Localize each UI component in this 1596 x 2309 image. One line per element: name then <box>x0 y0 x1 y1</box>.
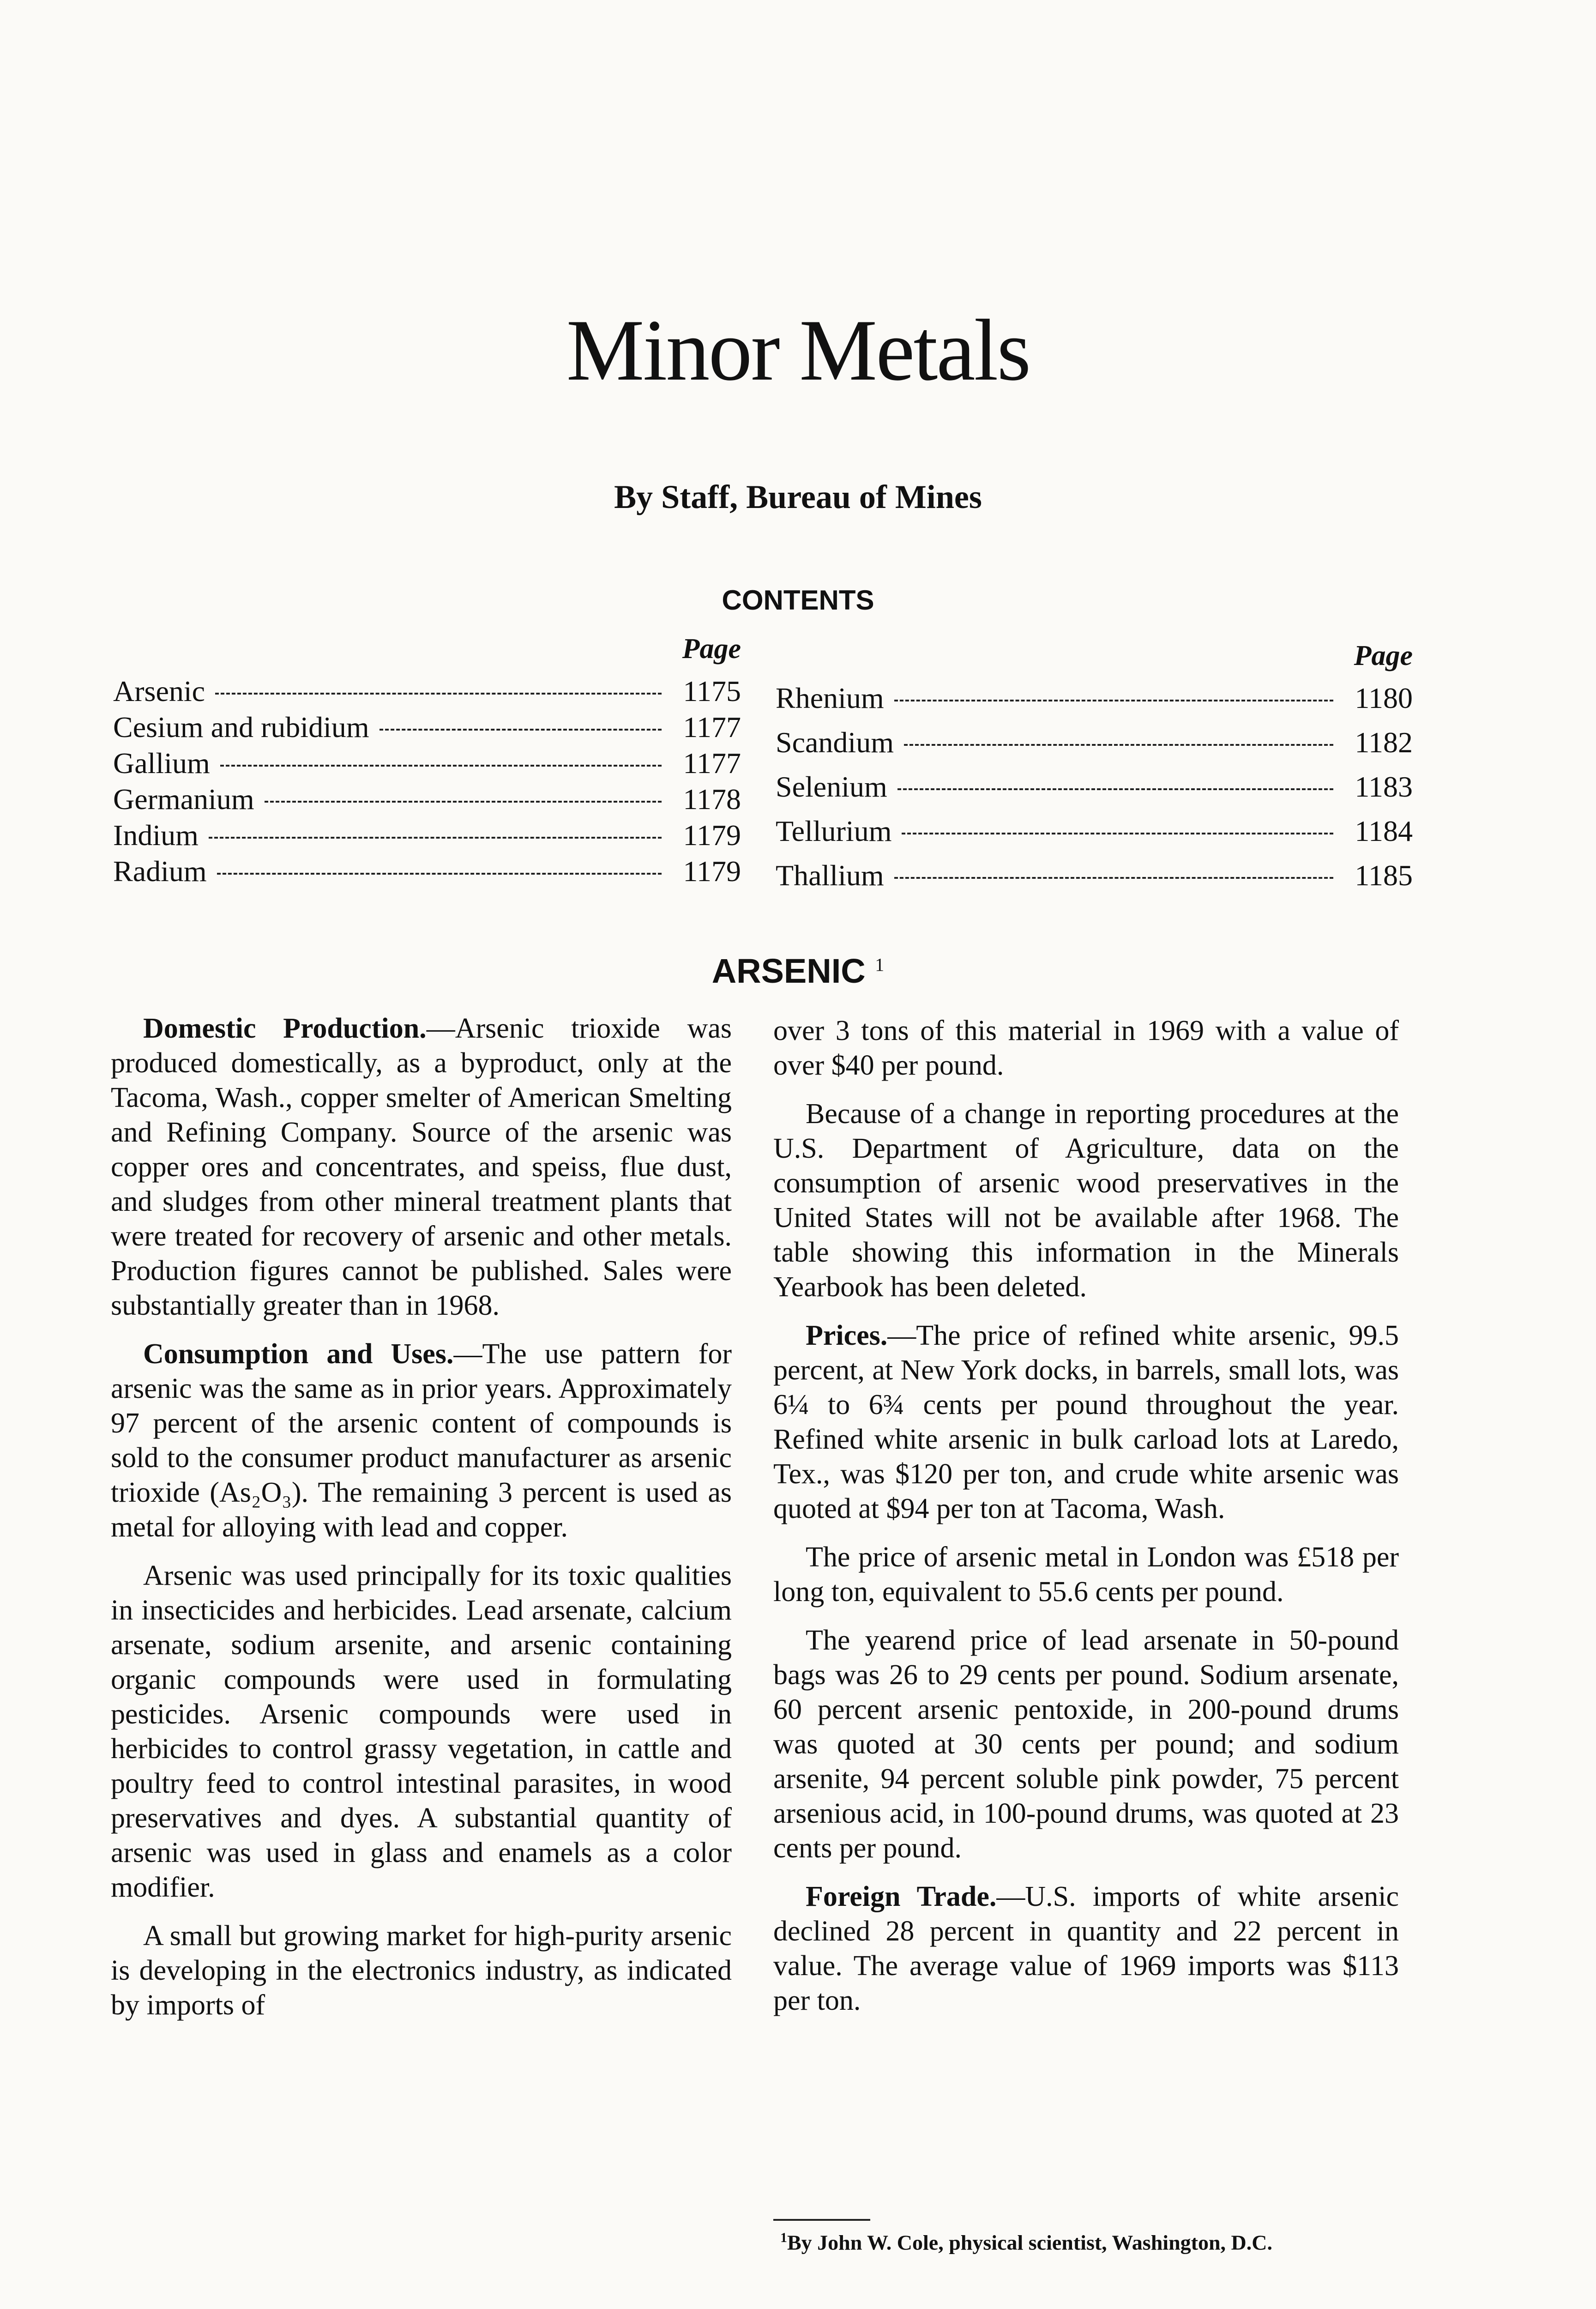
toc-entry-name: Rhenium <box>776 682 884 714</box>
paragraph-text: The yearend price of lead arsenate in 50-pound bags was 26 to 29 cents per pound. Sodium arsenate, 60 percent arsenic pentoxide, in 200-pound drums was quoted at 30 cents per pound; and sodium arsenite, 94 percent soluble pink powder, 75 percent arsenious acid, in 100-pound drums, was quoted at 23 cents per pound. <box>773 1625 1399 1864</box>
toc-entry <box>113 782 741 818</box>
footnote-reference: 1 <box>875 954 885 975</box>
paragraph <box>773 1097 1399 1305</box>
contents-heading: CONTENTS <box>722 585 874 616</box>
toc-entry-name: Cesium and rubidium <box>113 711 369 743</box>
toc-entry-name: Selenium <box>776 770 887 803</box>
toc-entry-page: 1180 <box>1355 682 1413 714</box>
toc-leader <box>894 700 1333 701</box>
paragraph-text: —The price of refined white arsenic, 99.5 percent, at New York docks, in barrels, small lots, was 6¼ to 6¾ cents per pound throughout the year. Refined white arsenic in bulk carload lots at Laredo, Tex., was $120 per ton, and crude white arsenic was quoted at $94 per ton at Tacoma, Wash. <box>773 1320 1399 1524</box>
paragraph <box>773 1880 1399 2018</box>
footnote-text: By John W. Cole, physical scientist, Washington, D.C. <box>787 2230 1272 2255</box>
paragraph <box>773 1540 1399 1609</box>
paragraph <box>773 1318 1399 1526</box>
toc-entry-page: 1183 <box>1355 770 1413 803</box>
paragraph <box>111 1337 732 1545</box>
paragraph <box>111 1559 732 1905</box>
paragraph-text: Because of a change in reporting procedures at the U.S. Department of Agriculture, data on the consumption of arsenic wood preservatives in the United States will not be available after 1968. The table showing this information in the Minerals Yearbook has been deleted. <box>773 1098 1399 1303</box>
toc-entry-page: 1184 <box>1355 815 1413 847</box>
toc-entry-name: Scandium <box>776 726 894 759</box>
toc-entry-page: 1177 <box>683 711 741 743</box>
toc-leader <box>902 833 1333 834</box>
toc-leader <box>904 744 1333 746</box>
paragraph <box>111 1919 732 2023</box>
right-text-column <box>773 1014 1399 2032</box>
paragraph <box>773 1623 1399 1866</box>
toc-leader <box>894 877 1333 879</box>
toc-entry <box>113 710 741 746</box>
toc-entry-name: Radium <box>113 855 207 888</box>
run-in-heading: Consumption and Uses. <box>143 1338 454 1370</box>
toc-entry-page: 1175 <box>683 675 741 707</box>
toc-entry <box>113 854 741 890</box>
footnote-mark: 1 <box>780 2230 787 2245</box>
toc-leader <box>209 837 662 839</box>
toc-leader <box>897 788 1333 790</box>
run-in-heading: Prices. <box>806 1320 888 1351</box>
footnote <box>757 2226 1399 2255</box>
run-in-heading: Domestic Production. <box>143 1013 427 1044</box>
toc-entry-page: 1178 <box>683 783 741 816</box>
toc-leader <box>217 873 662 875</box>
toc-page-label: Page <box>682 633 741 665</box>
toc-entry-name: Gallium <box>113 747 210 780</box>
toc-page-label: Page <box>1354 640 1413 671</box>
toc-entry-name: Thallium <box>776 859 884 892</box>
section-heading <box>0 951 1596 991</box>
byline: By Staff, Bureau of Mines <box>614 478 982 515</box>
toc-entry <box>113 674 741 710</box>
page-title: Minor Metals <box>566 302 1030 399</box>
toc-entry <box>113 818 741 854</box>
toc-entry-name: Arsenic <box>113 675 205 707</box>
footnote-divider <box>773 2219 870 2221</box>
paragraph-text: —U.S. imports of white arsenic declined 28 percent in quantity and 22 percent in value. The average value of 1969 imports was $113 per ton. <box>773 1881 1399 2016</box>
paragraph-text: —The use pattern for arsenic was the same as in prior years. Approximately 97 percent of the arsenic content of compounds is sold to the consumer product manufacturer as arsenic trioxide (As₂O₃). The remaining 3 percent is used as metal for alloying with lead and copper. <box>111 1338 732 1543</box>
paragraph <box>773 1014 1399 1083</box>
toc-entry <box>776 725 1413 770</box>
paragraph-text: Arsenic was used principally for its toxic qualities in insecticides and herbicides. Lead arsenate, calcium arsenate, sodium arsenite, and arsenic containing organic compounds were used in formulating pesticides. Arsenic compounds were used in herbicides to control grassy vegetation, in cattle and poultry feed to control intestinal parasites, in wood preservatives and dyes. A substantial quantity of arsenic was used in glass and enamels as a color modifier. <box>111 1560 732 1903</box>
toc-entry-name: Germanium <box>113 783 254 816</box>
toc-entry-name: Indium <box>113 819 199 852</box>
toc-entry <box>776 814 1413 858</box>
toc-entry <box>776 770 1413 814</box>
toc-leader <box>379 729 662 731</box>
paragraph-text: The price of arsenic metal in London was £518 per long ton, equivalent to 55.6 cents per pound. <box>773 1541 1399 1608</box>
toc-entry-page: 1179 <box>683 855 741 888</box>
run-in-heading: Foreign Trade. <box>806 1881 997 1912</box>
left-text-column <box>111 1011 732 2037</box>
toc-leader <box>220 765 662 767</box>
paragraph <box>111 1011 732 1323</box>
paragraph-text: over 3 tons of this material in 1969 with a value of over $40 per pound. <box>773 1015 1399 1081</box>
toc-entry-page: 1177 <box>683 747 741 780</box>
paragraph-text: —Arsenic trioxide was produced domestically, as a byproduct, only at the Tacoma, Wash., copper smelter of American Smelting and Refining Company. Source of the arsenic was copper ores and concentrates, and speiss, flue dust, and sludges from other mineral treatment plants that were treated for recovery of arsenic and other metals. Production figures cannot be published. Sales were substantially greater than in 1968. <box>111 1013 732 1321</box>
toc-leader <box>215 693 662 695</box>
toc-entry <box>776 681 1413 725</box>
toc-left-column <box>113 633 741 890</box>
toc-entry-page: 1182 <box>1355 726 1413 759</box>
section-title: ARSENIC <box>711 952 866 990</box>
paragraph-text: A small but growing market for high-purity arsenic is developing in the electronics industry, as indicated by imports of <box>111 1920 732 2021</box>
toc-entry-name: Tellurium <box>776 815 892 847</box>
toc-entry <box>776 858 1413 903</box>
toc-leader <box>265 801 662 803</box>
toc-right-column <box>776 640 1413 903</box>
toc-entry-page: 1179 <box>683 819 741 852</box>
toc-entry <box>113 746 741 782</box>
toc-entry-page: 1185 <box>1355 859 1413 892</box>
